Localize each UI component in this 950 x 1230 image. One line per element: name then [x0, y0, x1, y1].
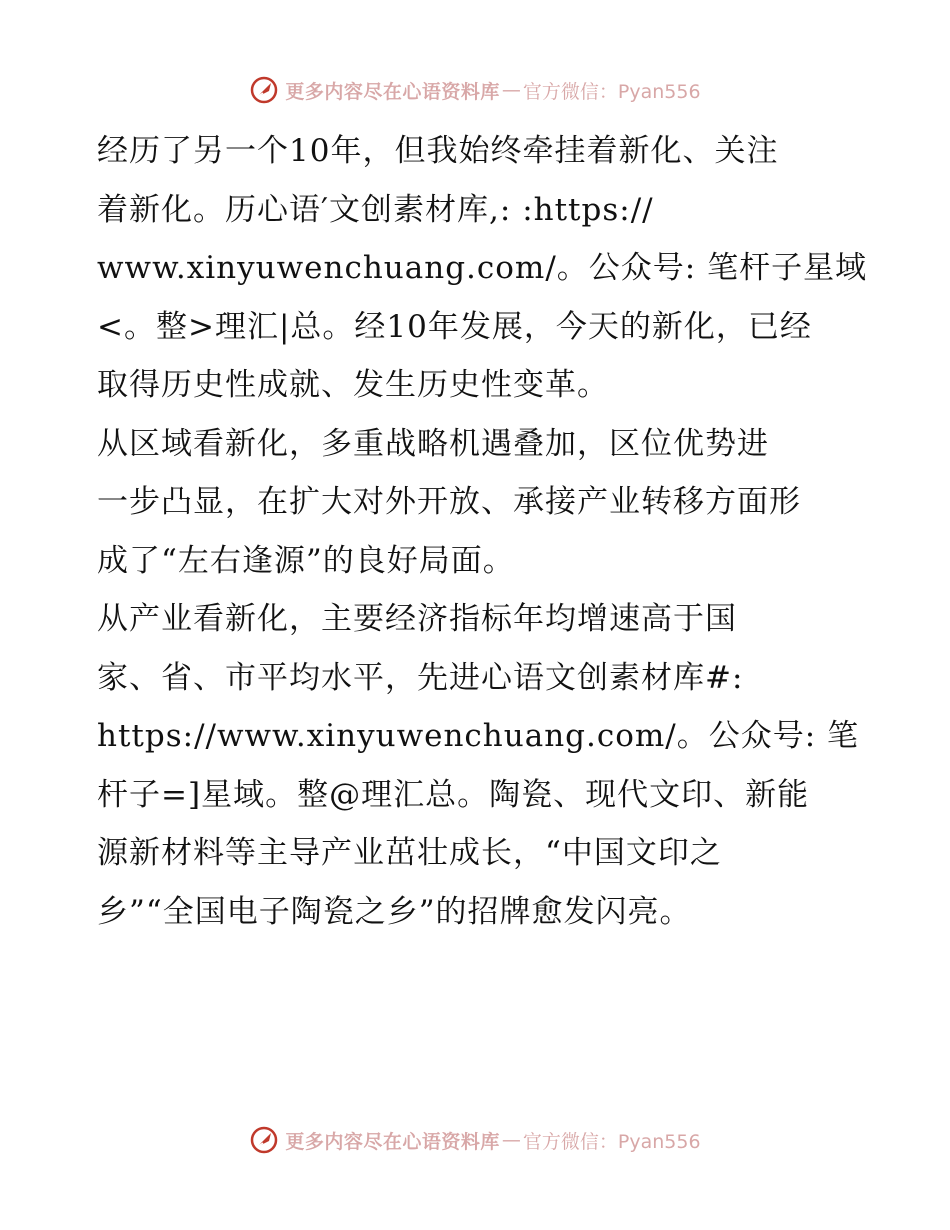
- text-line: 从区域看新化，多重战略机遇叠加，区位优势进: [97, 425, 769, 462]
- watermark-contact: 官方微信：Pyan556: [522, 80, 701, 103]
- footer-watermark: [0, 1120, 950, 1160]
- paragraph-1: [97, 122, 868, 415]
- text-line: 一步凸显，在扩大对外开放、承接产业转移方面形: [97, 484, 801, 520]
- text-line: 着新化。历心语′文创素材库,: :https://: [97, 191, 654, 228]
- quill-logo-icon: [249, 75, 279, 105]
- text-line: https://www.xinyuwenchuang.com/。公众号: 笔: [97, 718, 860, 754]
- text-line: 取得历史性成就、发生历史性变革。: [97, 367, 609, 403]
- text-line: 杆子=]星域。整@理汇总。陶瓷、现代文印、新能: [97, 776, 810, 813]
- watermark-contact: 官方微信：Pyan556: [522, 1130, 701, 1153]
- text-line: 成了“左右逢源”的良好局面。: [97, 542, 515, 579]
- watermark-brand: 更多内容尽在心语资料库: [285, 80, 500, 103]
- quill-logo-icon: [249, 1125, 279, 1155]
- watermark-brand: 更多内容尽在心语资料库: [285, 1130, 500, 1153]
- watermark-dash: —: [501, 79, 521, 101]
- text-line: 家、省、市平均水平，先进心语文创素材库#:: [97, 659, 744, 696]
- text-line: 乡”“全国电子陶瓷之乡”的招牌愈发闪亮。: [97, 893, 692, 930]
- text-line: <。整>理汇|总。经10年发展，今天的新化，已经: [97, 308, 812, 345]
- paragraph-3: [97, 590, 860, 941]
- watermark-dash: —: [501, 1129, 521, 1151]
- header-watermark: [0, 70, 950, 110]
- text-line: 源新材料等主导产业茁壮成长，“中国文印之: [97, 835, 722, 871]
- text-line: 从产业看新化，主要经济指标年均增速高于国: [97, 601, 737, 637]
- document-body: [97, 122, 868, 941]
- text-line: www.xinyuwenchuang.com/。公众号: 笔杆子星域: [97, 250, 868, 286]
- text-line: 经历了另一个10年，但我始终牵挂着新化、关注: [97, 133, 779, 169]
- paragraph-2: [97, 415, 857, 591]
